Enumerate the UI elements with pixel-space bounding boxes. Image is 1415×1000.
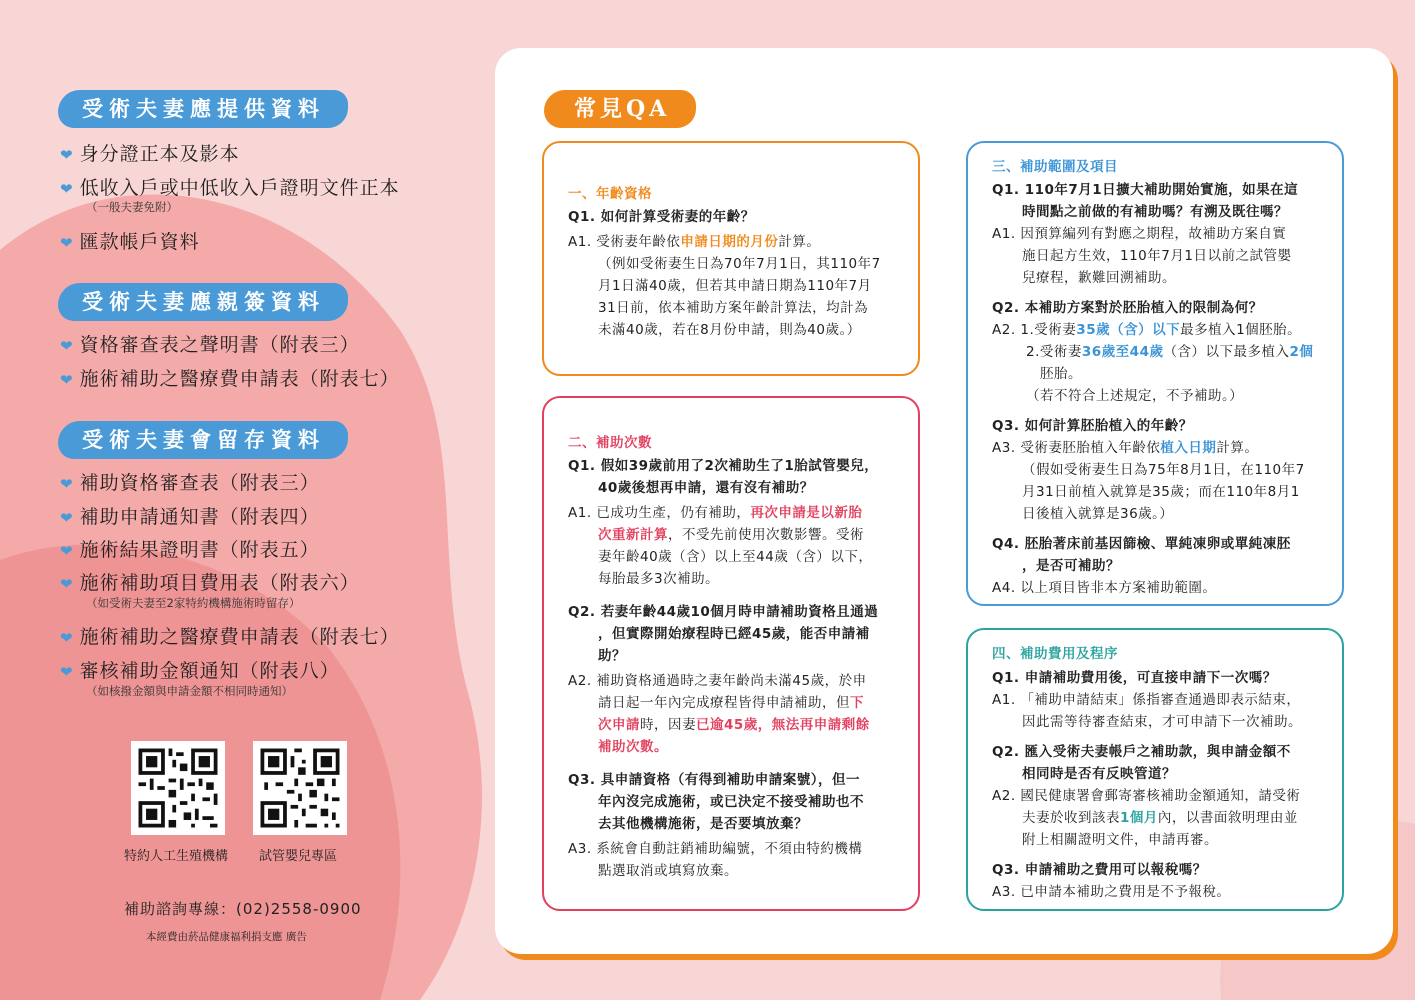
answer: 胚胎。	[1040, 366, 1082, 382]
answer: 次重新計算，不受先前使用次數影響。受術	[598, 527, 864, 543]
question: Q4. 胚胎著床前基因篩檢、單純凍卵或單純凍胚	[992, 536, 1291, 552]
note: （如受術夫妻至2家特約機構施術時留存）	[86, 596, 301, 610]
answer: 附上相關證明文件，申請再審。	[1022, 832, 1218, 848]
left-column	[0, 0, 480, 1000]
answer: 月1日滿40歲，但若其申請日期為110年7月	[598, 278, 872, 294]
list-item: ❤ 身分證正本及影本	[60, 143, 240, 165]
heart-icon: ❤	[60, 629, 74, 647]
answer: 31日前，依本補助方案年齡計算法，均計為	[598, 300, 869, 316]
answer: A2. 補助資格通過時之妻年齡尚未滿45歲，於申	[568, 673, 867, 689]
answer: 每胎最多3次補助。	[598, 571, 720, 587]
answer: A3. 受術妻胚胎植入年齡依植入日期計算。	[992, 440, 1259, 456]
answer: 2.受術妻36歲至44歲（含）以下最多植入2個	[1026, 344, 1314, 360]
heart-icon: ❤	[60, 663, 74, 681]
list-item: ❤ 施術補助項目費用表（附表六）	[60, 572, 360, 594]
answer: A3. 已申請本補助之費用是不予報稅。	[992, 884, 1231, 900]
answer: 請日起一年內完成療程皆得申請補助，但下	[598, 695, 864, 711]
note: （如核撥金額與申請金額不相同時通知）	[86, 684, 293, 698]
question: 助？	[598, 648, 626, 664]
answer: A3. 系統會自動註銷補助編號，不須由特約機構	[568, 841, 863, 857]
answer: 兒療程，歉難回溯補助。	[1022, 270, 1176, 286]
section-title: 二、補助次數	[568, 435, 652, 451]
section-title-provide: 受術夫妻應提供資料	[58, 90, 348, 128]
heart-icon: ❤	[60, 509, 74, 527]
answer: A2. 1.受術妻35歲（含）以下最多植入1個胚胎。	[992, 322, 1302, 338]
answer: A4. 以上項目皆非本方案補助範圍。	[992, 580, 1217, 596]
list-item: ❤ 匯款帳戶資料	[60, 231, 200, 253]
qr-label-ivf: 試管嬰兒專區	[259, 849, 338, 864]
question: Q3. 如何計算胚胎植入的年齡？	[992, 418, 1193, 434]
answer: 妻年齡40歲（含）以上至44歲（含）以下，	[598, 549, 873, 565]
section-title: 四、補助費用及程序	[992, 646, 1118, 662]
hotline: 補助諮詢專線：(02)2558-0900	[124, 900, 362, 918]
question: 時間點之前做的有補助嗎？有溯及既往嗎？	[1022, 204, 1288, 220]
answer: 點選取消或填寫放棄。	[598, 863, 738, 879]
section-title: 三、補助範圍及項目	[992, 159, 1118, 175]
answer: 補助次數。	[598, 739, 668, 755]
heart-icon: ❤	[60, 575, 74, 593]
answer: A2. 國民健康署會郵寄審核補助金額通知，請受術	[992, 788, 1301, 804]
heart-icon: ❤	[60, 146, 74, 164]
qr-code-clinic[interactable]	[131, 741, 225, 835]
question: Q1. 110年7月1日擴大補助開始實施，如果在這	[992, 182, 1299, 198]
qr-icon	[131, 741, 225, 835]
answer: 夫妻於收到該表1個月內，以書面敘明理由並	[1022, 810, 1298, 826]
answer: 日後植入就算是36歲。）	[1022, 506, 1174, 522]
answer: （若不符合上述規定，不予補助。）	[1026, 388, 1244, 404]
answer: （假如受術妻生日為75年8月1日，在110年7	[1022, 462, 1305, 478]
list-item: ❤ 審核補助金額通知（附表八）	[60, 660, 340, 682]
qr-code-ivf[interactable]	[253, 741, 347, 835]
section-title: 一、年齡資格	[568, 186, 652, 202]
question: Q1. 如何計算受術妻的年齡？	[568, 209, 755, 225]
qr-icon	[253, 741, 347, 835]
question: ，是否可補助？	[1022, 558, 1120, 574]
list-item: ❤ 施術補助之醫療費申請表（附表七）	[60, 368, 400, 390]
question: 相同時是否有反映管道？	[1022, 766, 1176, 782]
answer: A1. 因預算編列有對應之期程，故補助方案自實	[992, 226, 1287, 242]
answer: 未滿40歲，若在8月份申請，則為40歲。）	[598, 322, 861, 338]
note: （一般夫妻免附）	[86, 200, 178, 214]
funding-note: 本經費由菸品健康福利捐支應 廣告	[146, 931, 307, 943]
question: Q3. 申請補助之費用可以報稅嗎？	[992, 862, 1207, 878]
question: Q1. 申請補助費用後，可直接申請下一次嗎？	[992, 670, 1277, 686]
answer: （例如受術妻生日為70年7月1日，其110年7	[598, 256, 881, 272]
question: Q2. 若妻年齡44歲10個月時申請補助資格且通過	[568, 604, 879, 620]
question: 去其他機構施術，是否要填放棄？	[598, 816, 808, 832]
section-title-keep: 受術夫妻會留存資料	[58, 421, 348, 459]
answer: A1. 受術妻年齡依申請日期的月份計算。	[568, 234, 821, 250]
heart-icon: ❤	[60, 475, 74, 493]
qa-title: 常見QA	[544, 90, 696, 128]
question: Q1. 假如39歲前用了2次補助生了1胎試管嬰兒，	[568, 458, 879, 474]
question: 40歲後想再申請，還有沒有補助？	[598, 480, 814, 496]
answer: 月31日前植入就算是35歲；而在110年8月1	[1022, 484, 1300, 500]
answer: A1. 已成功生產，仍有補助，再次申請是以新胎	[568, 505, 863, 521]
heart-icon: ❤	[60, 542, 74, 560]
question: Q3. 具申請資格（有得到補助申請案號），但一	[568, 772, 860, 788]
question: Q2. 匯入受術夫妻帳戶之補助款，與申請金額不	[992, 744, 1291, 760]
list-item: ❤ 資格審查表之聲明書（附表三）	[60, 334, 360, 356]
answer: 次申請時，因妻已逾45歲，無法再申請剩餘	[598, 717, 870, 733]
question: Q2. 本補助方案對於胚胎植入的限制為何？	[992, 300, 1263, 316]
answer: 因此需等待審查結束，才可申請下一次補助。	[1022, 714, 1302, 730]
heart-icon: ❤	[60, 337, 74, 355]
section-title-sign: 受術夫妻應親簽資料	[58, 283, 348, 321]
qr-label-clinic: 特約人工生殖機構	[124, 849, 229, 864]
list-item: ❤ 補助申請通知書（附表四）	[60, 506, 320, 528]
list-item: ❤ 補助資格審查表（附表三）	[60, 472, 320, 494]
question: ，但實際開始療程時已經45歲，能否申請補	[598, 626, 870, 642]
answer: 施日起方生效，110年7月1日以前之試管嬰	[1022, 248, 1292, 264]
list-item: ❤ 施術補助之醫療費申請表（附表七）	[60, 626, 400, 648]
question: 年內沒完成施術，或已決定不接受補助也不	[598, 794, 864, 810]
heart-icon: ❤	[60, 371, 74, 389]
list-item: ❤ 低收入戶或中低收入戶證明文件正本	[60, 177, 400, 199]
list-item: ❤ 施術結果證明書（附表五）	[60, 539, 320, 561]
heart-icon: ❤	[60, 234, 74, 252]
answer: A1. 「補助申請結束」係指審查通過即表示結束，	[992, 692, 1301, 708]
heart-icon: ❤	[60, 180, 74, 198]
